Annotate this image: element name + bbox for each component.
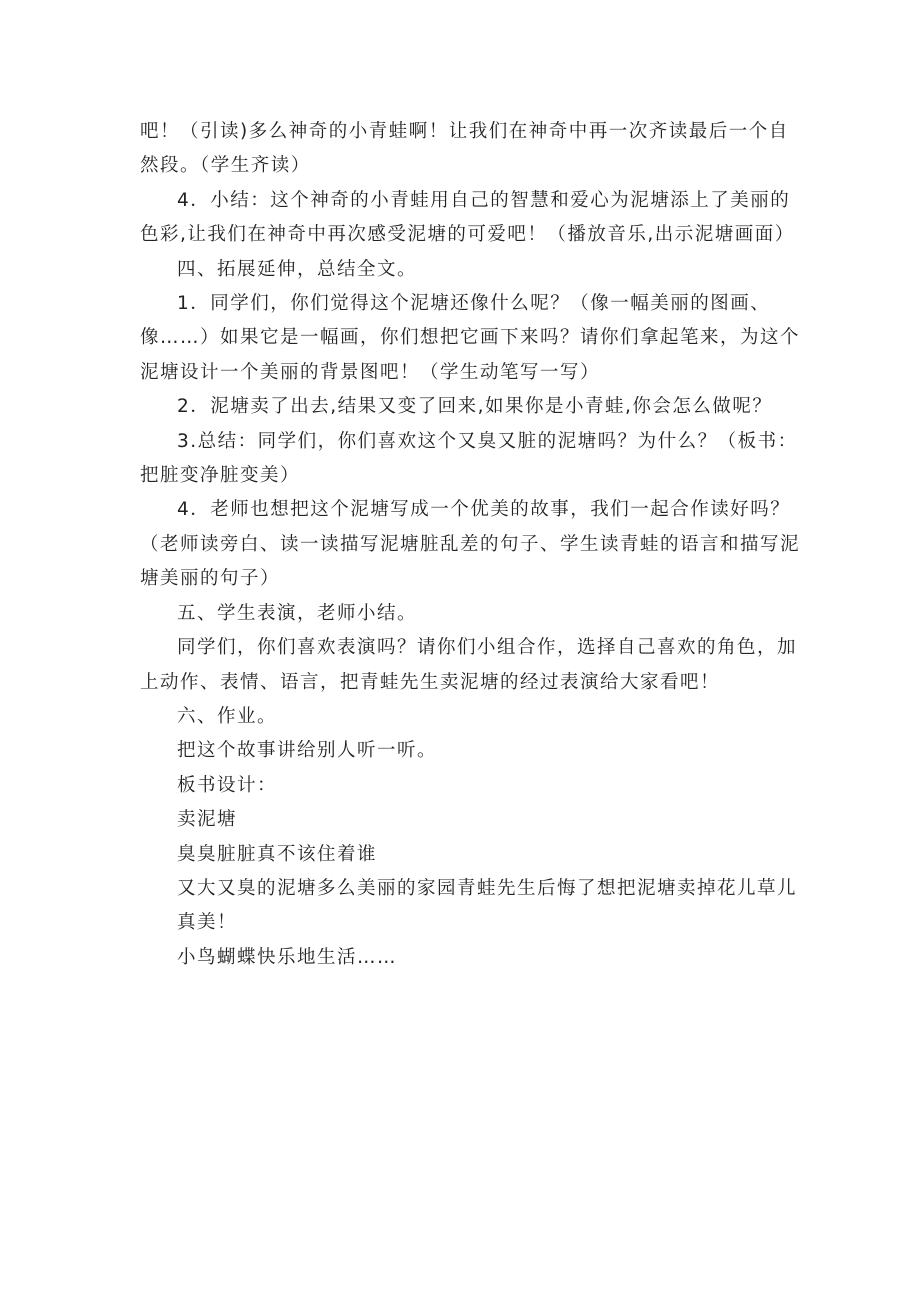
board-design-line-3: 小鸟蝴蝶快乐地生活…… xyxy=(177,946,398,968)
board-design-line-2: 又大又臭的泥塘多么美丽的家园青蛙先生后悔了想把泥塘卖掉花儿草儿真美！ xyxy=(177,877,798,934)
paragraph-homework: 把这个故事讲给别人听一听。 xyxy=(177,740,438,762)
paragraph-item-3: 3.总结：同学们，你们喜欢这个又臭又脏的泥塘吗？为什么？（板书：把脏变净脏变美） xyxy=(140,430,798,487)
section-heading-performance: 五、学生表演，老师小结。 xyxy=(177,602,418,624)
board-design-label: 板书设计： xyxy=(177,774,278,796)
section-heading-homework: 六、作业。 xyxy=(177,705,278,727)
paragraph-continued-reading: 吧！（引读)多么神奇的小青蛙啊！让我们在神奇中再一次齐读最后一个自然段。（学生齐读） xyxy=(140,121,789,177)
board-design-line-1: 臭臭脏脏真不该住着谁 xyxy=(177,843,378,865)
paragraph-item-4: 4．老师也想把这个泥塘写成一个优美的故事，我们一起合作读好吗？（老师读旁白、读一读描写泥塘脏乱差的句子、学生读青蛙的语言和描写泥塘美丽的句子） xyxy=(140,499,801,590)
paragraph-performance: 同学们，你们喜欢表演吗？请你们小组合作，选择自己喜欢的角色，加上动作、表情、语言，把青蛙先生卖泥塘的经过表演给大家看吧！ xyxy=(140,637,798,693)
document-body xyxy=(140,115,800,975)
board-design-title: 卖泥塘 xyxy=(177,809,238,831)
paragraph-item-1: 1．同学们，你们觉得这个泥塘还像什么呢？（像一幅美丽的图画、像……）如果它是一幅画，你们想把它画下来吗？请你们拿起笔来，为这个泥塘设计一个美丽的背景图吧！（学生动笔写一写） xyxy=(140,293,801,383)
paragraph-item-2: 2．泥塘卖了出去,结果又变了回来,如果你是小青蛙,你会怎么做呢？ xyxy=(177,396,773,418)
section-heading-extension: 四、拓展延伸，总结全文。 xyxy=(177,258,418,280)
paragraph-summary-4: 4．小结：这个神奇的小青蛙用自己的智慧和爱心为泥塘添上了美丽的色彩,让我们在神奇中再次感受泥塘的可爱吧！（播放音乐,出示泥塘画面） xyxy=(140,189,795,246)
